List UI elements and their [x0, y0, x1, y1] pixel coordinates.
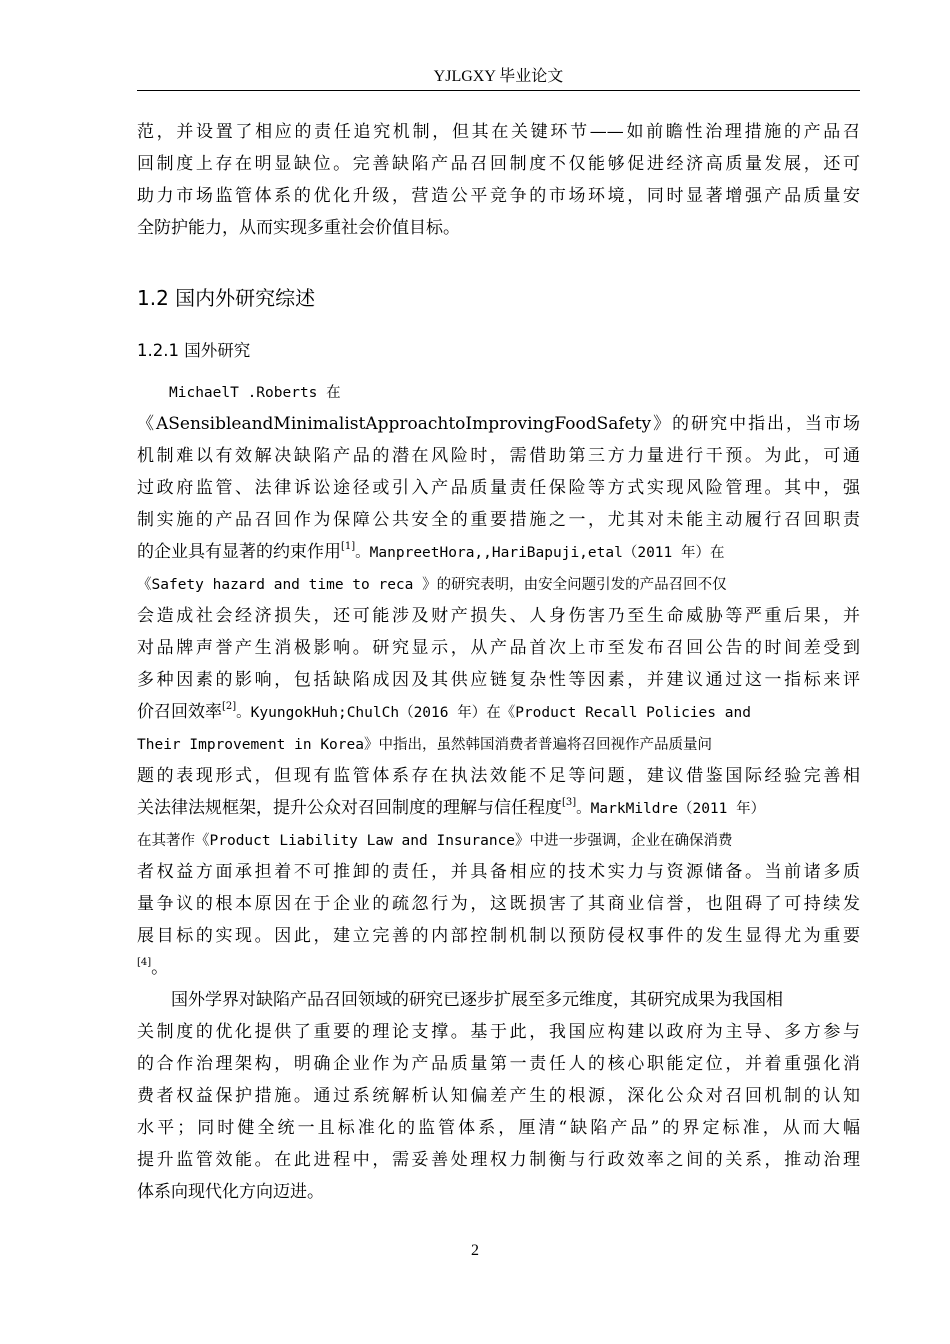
text-line: [137, 376, 860, 408]
text-line: 《Safety hazard and time to reca 》的研究表明，由安全问题引发的产品召回不仅: [137, 577, 727, 593]
text-line: 《ASensibleandMinimalistApproachtoImprovingFoodSafety》的研究中指出，当市场: [137, 414, 860, 434]
text-line: 对品牌声誉产生消极影响。研究显示，从产品首次上市至发布召回公告的时间差受到: [137, 638, 860, 658]
author-name: MichaelT .Roberts 在: [169, 385, 341, 401]
text-line: 助力市场监管体系的优化升级，营造公平竞争的市场环境，同时显著增强产品质量安: [137, 186, 860, 206]
text-line: 量争议的根本原因在于企业的疏忽行为，这既损害了其商业信誉，也阻碍了可持续发: [137, 894, 860, 914]
text-line: 全防护能力，从而实现多重社会价值目标。: [137, 218, 460, 238]
intro-paragraph: [137, 116, 860, 244]
citation-ref: [3]: [562, 797, 577, 808]
text-line: 机制难以有效解决缺陷产品的潜在风险时，需借助第三方力量进行干预。为此，可通: [137, 446, 860, 466]
citation-ref: [4]: [137, 957, 152, 968]
text-line: 价召回效率[2]。KyungokHuh;ChulCh（2016 年）在《Product Recall Policies and: [137, 701, 751, 722]
text-line: 的合作治理架构，明确企业作为产品质量第一责任人的核心职能定位，并着重强化消: [137, 1054, 860, 1074]
text-line: 关制度的优化提供了重要的理论支撑。基于此，我国应构建以政府为主导、多方参与: [137, 1022, 860, 1042]
text-line: 体系向现代化方向迈进。: [137, 1182, 324, 1202]
text-line: 多种因素的影响，包括缺陷成因及其供应链复杂性等因素，并建议通过这一指标来评: [137, 670, 860, 690]
text-line: 的企业具有显著的约束作用[1]。ManpreetHora,,HariBapuji,etal（2011 年）在: [137, 541, 725, 562]
text-line: 者权益方面承担着不可推卸的责任，并具备相应的技术实力与资源储备。当前诸多质: [137, 862, 860, 882]
text-line: 费者权益保护措施。通过系统解析认知偏差产生的根源，深化公众对召回机制的认知: [137, 1086, 860, 1106]
citation-ref: [1]: [341, 541, 356, 552]
summary-paragraph: [137, 984, 860, 1208]
text-line: 展目标的实现。因此，建立完善的内部控制机制以预防侵权事件的发生显得尤为重要: [137, 926, 860, 946]
text-line: 会造成社会经济损失，还可能涉及财产损失、人身伤害乃至生命威胁等严重后果，并: [137, 606, 860, 626]
header-rule: [137, 90, 860, 91]
text-line: 国外学界对缺陷产品召回领域的研究已逐步扩展至多元维度，其研究成果为我国相: [171, 990, 783, 1010]
text-line: 题的表现形式，但现有监管体系存在执法效能不足等问题，建议借鉴国际经验完善相: [137, 766, 860, 786]
text-line: [4]。: [137, 957, 169, 978]
text-line: 过政府监管、法律诉讼途径或引入产品质量责任保险等方式实现风险管理。其中，强: [137, 478, 860, 498]
page-number: 2: [471, 1242, 479, 1259]
text-line: 提升监管效能。在此进程中，需妥善处理权力制衡与行政效率之间的关系，推动治理: [137, 1150, 860, 1170]
citation-ref: [2]: [222, 701, 237, 712]
text-line: 在其著作《Product Liability Law and Insurance》中进一步强调，企业在确保消费: [137, 833, 733, 849]
text-line: 回制度上存在明显缺位。完善缺陷产品召回制度不仅能够促进经济高质量发展，还可: [137, 154, 860, 174]
text-line: Their Improvement in Korea》中指出，虽然韩国消费者普遍将召回视作产品质量问: [137, 737, 712, 753]
text-line: 水平；同时健全统一且标准化的监管体系，厘清“缺陷产品”的界定标准，从而大幅: [137, 1118, 860, 1138]
text-line: 范，并设置了相应的责任追究机制，但其在关键环节——如前瞻性治理措施的产品召: [137, 122, 860, 142]
running-header: YJLGXY 毕业论文: [433, 68, 564, 85]
foreign-research-paragraph: [137, 376, 860, 984]
text-line: 关法律法规框架，提升公众对召回制度的理解与信任程度[3]。MarkMildre（2011 年）: [137, 797, 766, 818]
section-heading: 1.2 国内外研究综述: [137, 286, 316, 310]
text-line: 制实施的产品召回作为保障公共安全的重要措施之一，尤其对未能主动履行召回职责: [137, 510, 860, 530]
subsection-heading: 1.2.1 国外研究: [137, 341, 251, 360]
